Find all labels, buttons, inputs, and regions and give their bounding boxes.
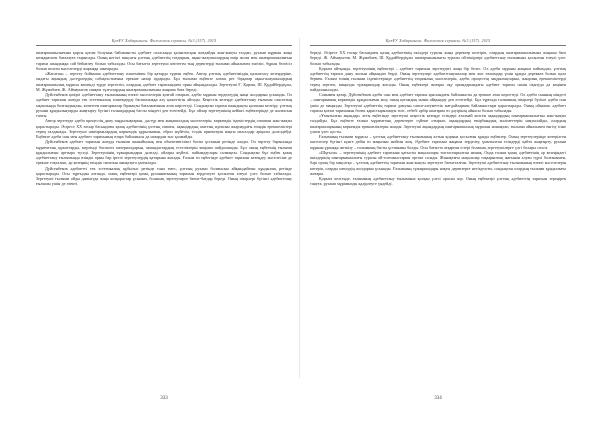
left-page-number: 333 <box>160 396 168 401</box>
left-running-header: ҚазҰУ Хабаршысы. Филология сериясы. №3 (157). 2015 <box>111 38 217 43</box>
left-page <box>36 38 292 388</box>
right-page-number: 334 <box>434 396 442 401</box>
right-running-header: ҚазҰУ Хабаршысы. Филология сериясы. №3 (157). 2015 <box>385 38 491 43</box>
left-paragraph: шығармашылығына қарсы қоғам болуына байланысты әдебиет саласында қалыптасқан жағдайды жан-жақты талдап, рухани мұраны жаңа көзқараспен бағалауға тырысады. Оның негізгі мақсаты ұлттық әдебиеттің тағдырын, ақын-жазушылардың өмір жолы мен шығармашылығын тарихи шындыққа сай бейнелеу болып табылады. Осы бағытта зерттеуші көптеген тың деректерді ғылыми айналымға енгізіп, бұрын белгісіз болып келген мәселелерді жарыққа шығарады. <box>36 50 292 71</box>
left-paragraph: Дүйсенбеков әдебиетті тек эстетикалық құбылыс ретінде ғана емес, ұлттың рухани болмысын айқындайтын құндылық ретінде қарастырады. Осы тұрғыдан алғанда, оның еңбектері қазақ руханиятының тарихын зерделеуге қосылған елеулі үлес болып табылады. Зерттеуші ғылыми ойды дамытуда жаңа көзқарастар ұсынып, болашақ зерттеулерге бағыт-бағдар береді. Оның пікірлері бүгінгі әдебиеттану ғылымы үшін де өзекті. <box>36 165 292 187</box>
page-gutter <box>299 38 300 378</box>
right-paragraph: Қорыта келгенде, ғалымның әдебиеттану ғылымына қосқан үлесі орасан зор. Оның еңбектері ұлттық әдебиеттің тарихын тереңірек тануға, рухани мұрамызды қадірлеуге үндейді. <box>310 176 566 187</box>
right-paragraph: Сонымен қатар, Дүйсенбеков әдеби сын мен әдебиет тарихы арасындағы байланысты да ерекше атап көрсетеді. Ол әдеби сынның міндеті – шығарманың көркемдік құндылығын ашу, оның қоғамдық мәнін айқындау деп есептейді. Бұл тұрғыда ғалымның пікірлері бүгінгі әдеби сын үшін де маңызды. Зерттеуші әдебиеттің тарихи дамуын саяси-әлеуметтік жағдайлармен байланыстыра қарастырады. Оның ойынша, әдебиет тарихы қоғам тарихынан бөлек қарастырылмауы тиіс, себебі әрбір шығарма өз дәуірінің айнасы болып табылады. <box>310 92 566 113</box>
right-paragraph: Ғалымның ғылыми мұрасы – ұлттық әдебиеттану ғылымының алтын қорына қосылған құнды еңбектер. Оның зерттеулерінде көтерілген мәселелер бүгінгі күнге дейін өз маңызын жойған жоқ. Әдебиет тарихын жаңаша зерделеу, ұмытылған есімдерді қайта жаңғырту, рухани мұраны ұрпаққа жеткізу – ғалымның басты ұстанымы болды. Осы бағытта атқарған істері болашақ зерттеушілерге үлгі болары сөзсіз. <box>310 134 566 150</box>
right-paragraph: Қорыта айтқанда, зерттеушінің еңбектері – әдебиет тарихын зерттеудегі жаңа бір белес. Ол әдеби мұраны жаңаша пайымдап, ұлттық әдебиеттің тарихи даму жолын айқындап берді. Оның зерттеулері әдебиеттанушылар мен жас ғалымдар үшін құнды дереккөз болып қала бермек. Ғалым өзінің ғылыми ізденістерінде әдебиеттің теориялық мәселелерін, әдеби процестің заңдылықтарын, жанрлық ерекшеліктерді терең зерттеп, маңызды тұжырымдар жасады. Оның еңбектері жоғары оқу орындарындағы әдебиет тарихы пәнін оқытуда да кеңінен пайдаланылады. <box>310 65 566 92</box>
right-header-rule <box>310 45 566 46</box>
right-paragraph: «Шұғыла» – зерттеушінің әдебиет тарихына қатысты мақалалары топтастырылған жинақ. Онда ғалым қазақ әдебиетінің әр кезеңіндегі өкілдерінің шығармашылығы туралы ой-толғаныстарын ортаға салады. Жинақтағы мақалалар тақырыптық жағынан алуан түрлі болғанымен, бәрі ортақ бір мақсатқа – ұлттық әдебиеттің тарихын жан-жақты зерттеуге бағытталған. Зерттеуші әдебиеттану ғылымының өзекті мәселелерін көтеріп, оларды шешудің жолдарын ұсынады. Ғалымның тұжырымдары нақты деректерге негізделген, сондықтан олардың ғылыми құндылығы жоғары. <box>310 149 566 176</box>
left-paragraph: Дүйсенбеков әдебиет тарихын жазуда ғылыми шынайылық пен объективтілікті басты ұстаным ретінде алады. Ол зерттеу барысында мұрағаттық құжаттарды, мерзімді баспасөз материалдарын, замандастардың естеліктерін кеңінен пайдаланады. Бұл оның еңбегінің ғылыми құндылығын арттыра түседі. Зерттеушінің тұжырымдары дәлелді, ойлары жүйелі, пайымдаулары салмақты. Сондықтан бұл еңбек қазақ әдебиеттану ғылымында өзіндік орны бар іргелі зерттеулердің қатарына жатады. Ғалым өз еңбегінде әдебиет тарихын кезеңдеу мәселесіне де ерекше тоқталып, әр кезеңнің өзіндік сипатын анықтауға ұмтылады. <box>36 139 292 166</box>
left-paragraph: Автор зерттеуде әдеби процестің даму заңдылықтарын, дәстүр мен жаңашылдық мәселелерін, көркемдік ізденістердің сипатын жан-жақты қарастырады. Әсіресе ХХ ғасыр басындағы қазақ әдебиетінің ұлттық сипаты, ақындардың азаттық идеясын жырлаудағы өзіндік ерекшеліктері терең талданады. Зерттеуші шығармалардың көркемдік құрылымын, образ жүйесін, тілдік өрнектерін нақты мысалдар арқылы дәлелдейді. Еңбекте әдеби сын мен әдебиет тарихының өзара байланысы да назардан тыс қалмайды. <box>36 118 292 139</box>
left-paragraph: «Жасаған» – зерттеу бойынша әдебиеттану өлшемімен бір қатарда тұрған еңбек. Автор ұлттық әдебиетіміздің қалыптасу кезеңдеріне, ондағы ақындық дәстүрлердің сабақтастығына ерекше назар аударады. Бұл ғылыми еңбекте алғаш рет бірқатар ақын-жазушылардың шығармашылық мұрасы кешенді түрде зерттеліп, олардың әдебиет тарихындағы орны айқындалады. Зерттеуші Ғ. Қараш, Ш. Құдайбердіұлы, М. Жұмабаев, Ж. Аймауытов сияқты тұлғалардың шығармашылығына жаңаша баға береді. <box>36 71 292 92</box>
left-page-body <box>36 50 292 388</box>
right-paragraph: береді. Әсіресе ХХ ғасыр басындағы қазақ әдебиетінің өкілдері туралы жаңа деректер келтіріп, олардың шығармашылығына жаңаша баға береді. Ж. Аймауытов, М. Жұмабаев, Ш. Құдайбердіұлы шығармашылығы туралы ой-пікірлері әдебиеттану ғылымына қосылған елеулі үлес болып табылады. <box>310 50 566 66</box>
right-page-body <box>310 50 566 388</box>
right-paragraph: «Ұмытылған ақындар» атты еңбегінде зерттеуші кеңестік кезеңде есімдері аталмай келген ақындардың шығармашылығын жан-жақты талдайды. Бұл еңбекте ғалым мұрағаттық деректерге сүйене отырып, ақындардың өмірбаяндық мәліметтерін нақтылайды, олардың шығармаларының көркемдік ерекшеліктерін ашады. Зерттеуші ақындардың шығармашылық мұрасын жинақтап, ғылыми айналымға енгізу ісіне үлкен үлес қосты. <box>310 113 566 134</box>
right-page <box>310 38 566 388</box>
left-header-rule <box>36 45 292 46</box>
left-paragraph: Дүйсенбеков қазіргі әдебиеттану ғылымының өзекті мәселелерін қозғай отырып, әдеби мұраны зерделеудің жаңа жолдарын ұсынады. Ол әдебиет тарихын жазуда тек эстетикалық өлшемдерді басшылыққа алу қажеттігін айтады. Кеңестік кезеңде әдебиеттану ғылымы саясаттың ықпалында болғандықтан, көптеген шығармалар біржақты бағаланғанын атап көрсетеді. Сондықтан тарихи шындықты қалпына келтіру, ұлттық рухани құндылықтарды жаңғырту бүгінгі ғалымдардың басты міндеті деп есептейді. Бұл ойлар зерттеушінің кейінгі еңбектерінде де жалғасын тапты. <box>36 92 292 118</box>
